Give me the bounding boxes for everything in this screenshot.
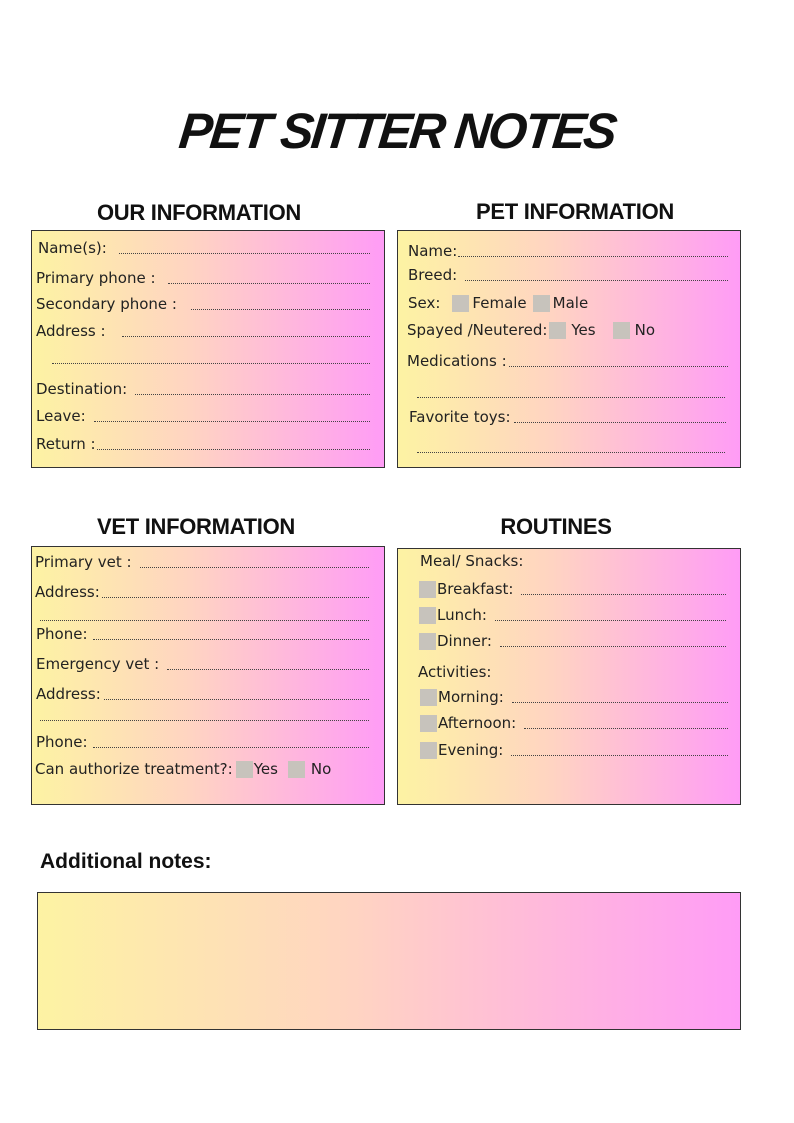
pet-information-panel <box>397 230 741 468</box>
medications-field[interactable] <box>407 352 728 370</box>
male-checkbox[interactable] <box>533 295 550 312</box>
breakfast-checkbox[interactable] <box>419 581 436 598</box>
vet-address-continuation-line[interactable] <box>40 620 369 621</box>
secondary-phone-label: Secondary phone : <box>36 295 177 313</box>
medications-continuation-line[interactable] <box>417 397 725 398</box>
pet-name-label: Name: <box>408 242 458 260</box>
primary-vet-label: Primary vet : <box>35 553 132 571</box>
morning-label: Morning: <box>438 688 504 706</box>
evening-label: Evening: <box>438 741 504 759</box>
sex-row <box>408 294 728 312</box>
primary-vet-field[interactable] <box>35 553 369 571</box>
sex-label: Sex: <box>408 294 441 312</box>
meal-snacks-label: Meal/ Snacks: <box>420 552 524 570</box>
page-title: PET SITTER NOTES <box>176 103 618 159</box>
favorite-toys-field[interactable] <box>409 408 726 426</box>
emergency-phone-field[interactable] <box>36 733 369 751</box>
names-field[interactable] <box>38 239 370 257</box>
activities-label: Activities: <box>418 663 492 681</box>
leave-label: Leave: <box>36 407 86 425</box>
spayed-no-checkbox[interactable] <box>613 322 630 339</box>
primary-phone-label: Primary phone : <box>36 269 156 287</box>
morning-field[interactable] <box>420 688 728 706</box>
spayed-neutered-label: Spayed /Neutered: <box>407 321 548 339</box>
vet-address-field[interactable] <box>35 583 369 601</box>
afternoon-field[interactable] <box>420 714 728 732</box>
vet-phone-label: Phone: <box>36 625 88 643</box>
authorize-yes-checkbox[interactable] <box>236 761 253 778</box>
morning-checkbox[interactable] <box>420 689 437 706</box>
additional-notes-box[interactable] <box>37 892 741 1030</box>
emergency-phone-label: Phone: <box>36 733 88 751</box>
afternoon-label: Afternoon: <box>438 714 517 732</box>
address-label: Address : <box>36 322 106 340</box>
dinner-label: Dinner: <box>437 632 492 650</box>
address-continuation-line[interactable] <box>52 363 370 364</box>
dinner-field[interactable] <box>419 632 726 650</box>
routines-heading: ROUTINES <box>500 514 612 539</box>
female-option-label: Female <box>472 294 527 312</box>
evening-field[interactable] <box>420 741 728 759</box>
our-information-panel <box>31 230 385 468</box>
breed-field[interactable] <box>408 266 728 284</box>
authorize-yes-label: Yes <box>253 760 278 778</box>
spayed-yes-label: Yes <box>571 321 596 339</box>
address-field[interactable] <box>36 322 370 340</box>
lunch-label: Lunch: <box>437 606 487 624</box>
afternoon-checkbox[interactable] <box>420 715 437 732</box>
routines-panel <box>397 548 741 805</box>
breakfast-field[interactable] <box>419 580 726 598</box>
lunch-field[interactable] <box>419 606 726 624</box>
emergency-address-field[interactable] <box>36 685 369 703</box>
authorize-no-label: No <box>310 760 332 778</box>
vet-phone-field[interactable] <box>36 625 369 643</box>
primary-phone-field[interactable] <box>36 269 370 287</box>
destination-field[interactable] <box>36 380 370 398</box>
destination-label: Destination: <box>36 380 128 398</box>
authorize-no-checkbox[interactable] <box>288 761 305 778</box>
return-field[interactable] <box>36 435 370 453</box>
pet-name-field[interactable] <box>408 242 728 260</box>
emergency-address-continuation-line[interactable] <box>40 720 369 721</box>
secondary-phone-field[interactable] <box>36 295 370 313</box>
emergency-vet-field[interactable] <box>36 655 369 673</box>
favorite-toys-label: Favorite toys: <box>409 408 511 426</box>
female-checkbox[interactable] <box>452 295 469 312</box>
spayed-no-label: No <box>634 321 656 339</box>
additional-notes-heading: Additional notes: <box>40 850 212 873</box>
our-information-heading: OUR INFORMATION <box>96 200 302 225</box>
spayed-yes-checkbox[interactable] <box>549 322 566 339</box>
male-option-label: Male <box>552 294 589 312</box>
emergency-address-label: Address: <box>36 685 101 703</box>
vet-information-panel <box>31 546 385 805</box>
leave-field[interactable] <box>36 407 370 425</box>
authorize-treatment-label: Can authorize treatment?: <box>35 760 233 778</box>
favorite-toys-continuation-line[interactable] <box>417 452 725 453</box>
lunch-checkbox[interactable] <box>419 607 436 624</box>
spayed-neutered-row <box>407 321 727 339</box>
evening-checkbox[interactable] <box>420 742 437 759</box>
authorize-treatment-row <box>35 760 369 778</box>
names-label: Name(s): <box>38 239 107 257</box>
vet-address-label: Address: <box>35 583 100 601</box>
breakfast-label: Breakfast: <box>437 580 514 598</box>
medications-label: Medications : <box>407 352 507 370</box>
vet-information-heading: VET INFORMATION <box>97 514 295 539</box>
pet-information-heading: PET INFORMATION <box>476 199 674 224</box>
return-label: Return : <box>36 435 96 453</box>
dinner-checkbox[interactable] <box>419 633 436 650</box>
breed-label: Breed: <box>408 266 458 284</box>
emergency-vet-label: Emergency vet : <box>36 655 160 673</box>
